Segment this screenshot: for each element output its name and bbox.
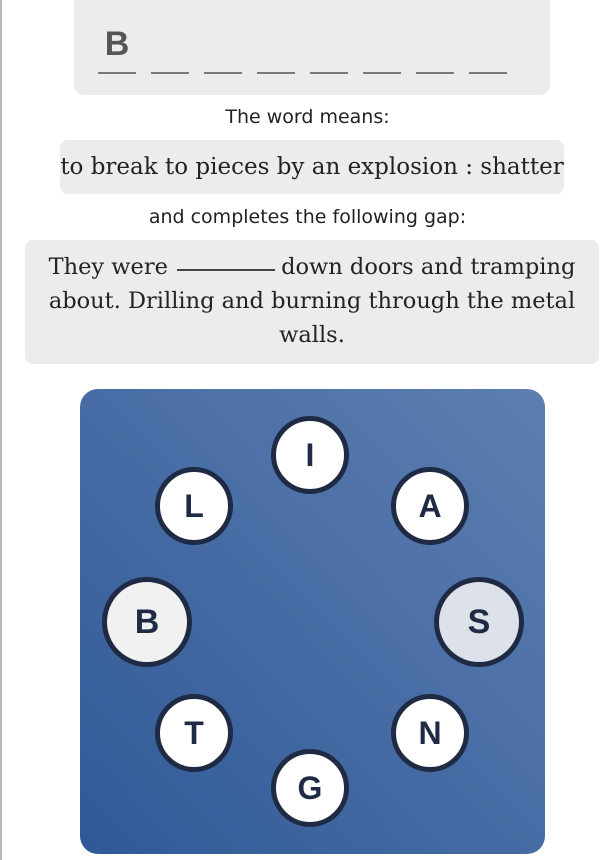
letter-tile-i[interactable]: I [271,416,349,494]
letter-tile-s[interactable]: S [434,577,524,667]
sentence-before: They were [48,254,168,280]
sentence-box [25,240,599,364]
letter-tile-l[interactable]: L [155,467,233,545]
answer-slot [204,20,242,74]
letter-tile-a[interactable]: A [391,467,469,545]
sentence-gap [177,269,275,271]
letter-tile-n[interactable]: N [391,694,469,772]
definition-box [60,140,564,194]
letter-tile-t[interactable]: T [155,694,233,772]
answer-slot [151,20,189,74]
means-label: The word means: [225,106,390,128]
sentence-after: down doors and tramping about. Drilling and burning through the metal walls. [48,254,576,348]
answer-slot [257,20,295,74]
answer-slot: B [98,20,136,74]
letter-tile-b[interactable]: B [102,577,192,667]
left-border [0,0,2,860]
definition-text: to break to pieces by an explosion : shatter [60,154,564,180]
letter-wheel-board [80,389,545,854]
answer-slot [310,20,348,74]
answer-slot [416,20,454,74]
letter-tile-g[interactable]: G [271,749,349,827]
answer-slot [469,20,507,74]
answer-slot [363,20,401,74]
gap-label: and completes the following gap: [148,206,467,228]
answer-word-box [74,0,550,95]
